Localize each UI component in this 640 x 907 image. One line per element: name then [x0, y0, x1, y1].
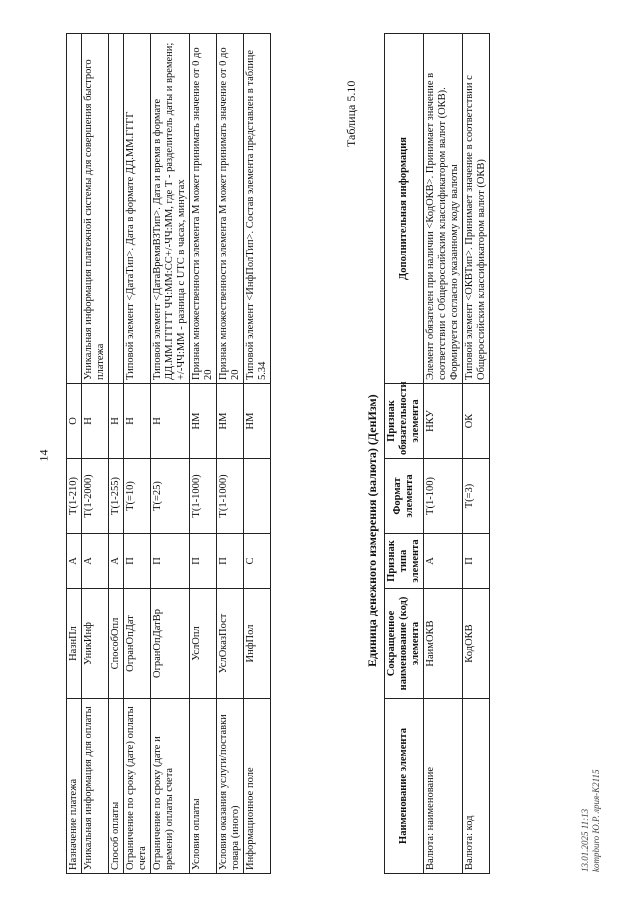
cell-element-name: Назначение платежа	[67, 699, 82, 874]
cell-type: П	[124, 534, 151, 589]
table-row	[124, 34, 151, 874]
cell-element-name: Условия оказания услуги/поставки товара (иного)	[217, 699, 244, 874]
cell-element-name: Условия оплаты	[190, 699, 217, 874]
stamp-date: 13.01.2025 11:13	[580, 808, 590, 872]
cell-element-name: Информационное поле	[244, 699, 271, 874]
header-info: Дополнительная информация	[385, 34, 424, 384]
cell-format: T(1-2000)	[82, 459, 109, 534]
cell-info: Типовой элемент <ИнфПолТип>. Состав элемента представлен в таблице 5.34	[244, 34, 271, 384]
cell-info: Типовой элемент <ОКВТип>. Принимает значение в соответствии с Общероссийским классификатором валют (ОКВ)	[463, 34, 490, 384]
elements-table-continued	[66, 33, 271, 874]
table-row	[424, 34, 463, 874]
cell-element-name: Способ оплаты	[109, 699, 124, 874]
table-row	[217, 34, 244, 874]
cell-short-name: УникИнф	[82, 589, 109, 699]
print-stamp	[580, 770, 602, 872]
cell-info: Признак множественности элемента М может принимать значение от 0 до 20	[217, 34, 244, 384]
cell-short-name: ИнфПол	[244, 589, 271, 699]
cell-info	[67, 34, 82, 384]
cell-short-name: КодОКВ	[463, 589, 490, 699]
header-element-name: Наименование элемента	[385, 699, 424, 874]
cell-info: Типовой элемент <ДатаТип>. Дата в формате ДД.ММ.ГГГГ	[124, 34, 151, 384]
header-type: Признак типа элемента	[385, 534, 424, 589]
cell-format: T(1-210)	[67, 459, 82, 534]
cell-format: T(=25)	[151, 459, 190, 534]
cell-required: НМ	[217, 384, 244, 459]
cell-element-name: Валюта: наименование	[424, 699, 463, 874]
cell-short-name: СпособОпл	[109, 589, 124, 699]
cell-required: НКУ	[424, 384, 463, 459]
cell-format: T(1-1000)	[190, 459, 217, 534]
cell-type: С	[244, 534, 271, 589]
cell-info: Типовой элемент <ДатаВремяВЗТип>. Дата и время в формате ДД.ММ.ГГГГТ ЧЧ:ММ:СС+/-ЧЧ:ММ, где Т - разделитель даты и времени; +/-ЧЧ:ММ - разница с UTC в часах, минутах	[151, 34, 190, 384]
table-row	[109, 34, 124, 874]
cell-type: А	[109, 534, 124, 589]
cell-element-name: Ограничение по сроку (дате и времени) оплаты счета	[151, 699, 190, 874]
cell-short-name: УслОпл	[190, 589, 217, 699]
stamp-user: kompburo Ю.Р. лрия-К2115	[591, 769, 601, 872]
table-row	[463, 34, 490, 874]
cell-format: T(1-100)	[424, 459, 463, 534]
cell-element-name: Валюта: код	[463, 699, 490, 874]
table-row	[244, 34, 271, 874]
cell-info: Уникальная информация платежной системы для совершения быстрого платежа	[82, 34, 109, 384]
cell-short-name: ОгранОпДатВр	[151, 589, 190, 699]
header-short-name: Сокращенное наименование (код) элемента	[385, 589, 424, 699]
cell-format: T(1-255)	[109, 459, 124, 534]
page-number: 14	[36, 449, 51, 462]
cell-short-name: УслОказПост	[217, 589, 244, 699]
cell-type: П	[217, 534, 244, 589]
cell-required: ОК	[463, 384, 490, 459]
cell-required: Н	[124, 384, 151, 459]
cell-info: Признак множественности элемента М может принимать значение от 0 до 20	[190, 34, 217, 384]
cell-info: Элемент обязателен при наличии <КодОКВ>. Принимает значение в соответствии с Общероссийским классификатором валют (ОКВ). Формируется согласно указанному коду валюты	[424, 34, 463, 384]
cell-type: А	[82, 534, 109, 589]
cell-type: П	[151, 534, 190, 589]
table-row	[67, 34, 82, 874]
header-required: Признак обязательности элемента	[385, 384, 424, 459]
table-row	[190, 34, 217, 874]
cell-required: О	[67, 384, 82, 459]
cell-short-name: НазнПл	[67, 589, 82, 699]
cell-required: Н	[109, 384, 124, 459]
cell-element-name: Уникальная информация для оплаты	[82, 699, 109, 874]
cell-short-name: ОгранОпДат	[124, 589, 151, 699]
table-row	[82, 34, 109, 874]
cell-required: НМ	[244, 384, 271, 459]
currency-table	[384, 33, 490, 874]
cell-type: П	[463, 534, 490, 589]
cell-short-name: НаимОКВ	[424, 589, 463, 699]
header-format: Формат элемента	[385, 459, 424, 534]
cell-required: НМ	[190, 384, 217, 459]
table-number: Таблица 5.10	[344, 80, 358, 147]
table-row	[151, 34, 190, 874]
cell-element-name: Ограничение по сроку (дате) оплаты счета	[124, 699, 151, 874]
cell-required: Н	[151, 384, 190, 459]
cell-format: T(=3)	[463, 459, 490, 534]
cell-info	[109, 34, 124, 384]
cell-type: А	[424, 534, 463, 589]
cell-required: Н	[82, 384, 109, 459]
cell-type: А	[67, 534, 82, 589]
cell-format	[244, 459, 271, 534]
cell-format: T(1-1000)	[217, 459, 244, 534]
table-header-row	[385, 34, 424, 874]
cell-type: П	[190, 534, 217, 589]
cell-format: T(=10)	[124, 459, 151, 534]
table-title: Единица денежного измерения (валюта) (ДенИзм)	[365, 394, 379, 667]
